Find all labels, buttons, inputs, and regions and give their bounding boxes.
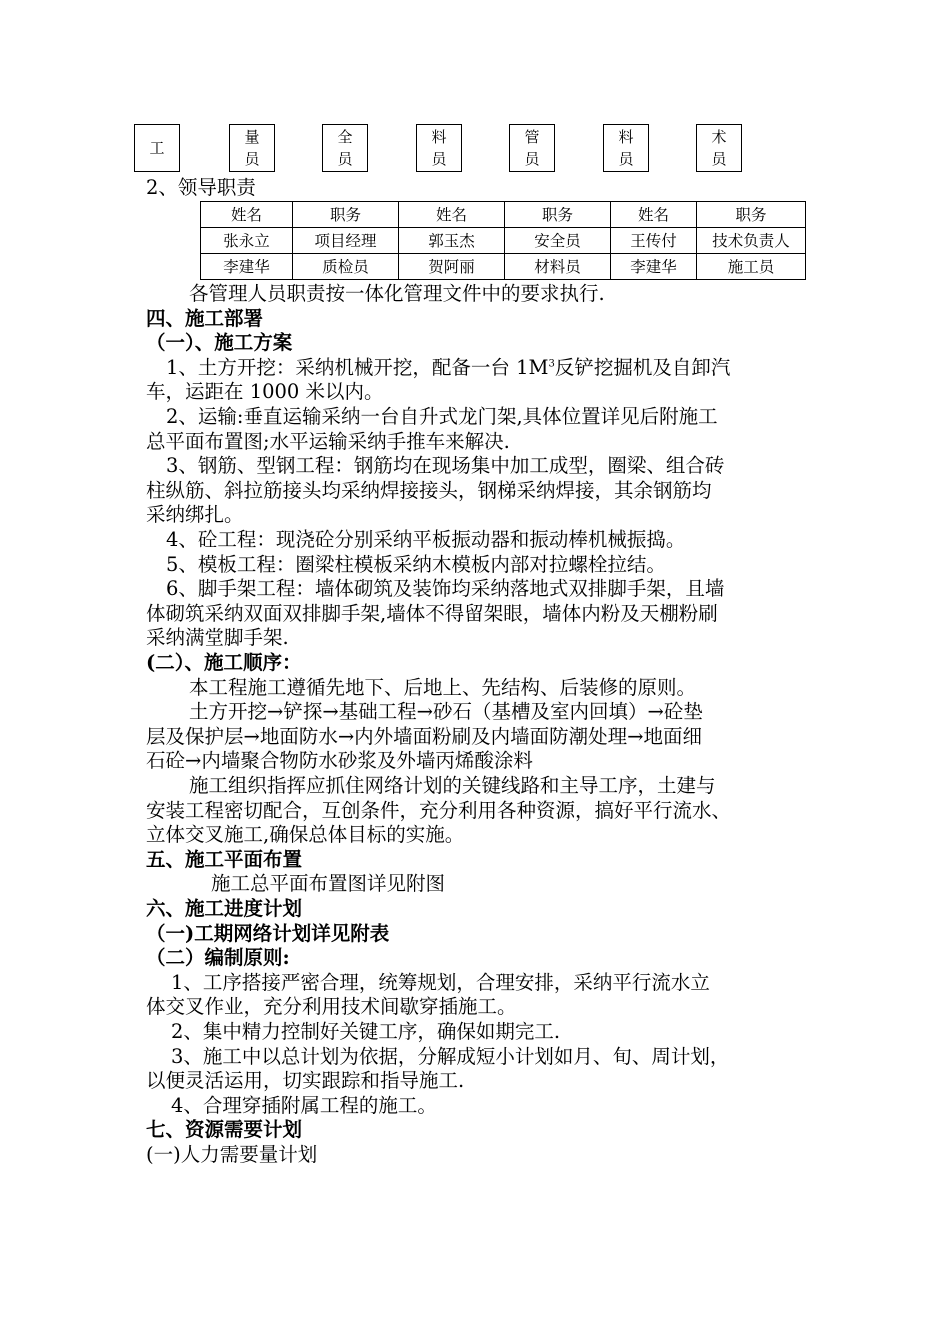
text-line [146,405,718,430]
text-line [146,1020,560,1045]
table-cell: 材料员 [505,254,611,280]
section-heading [146,651,301,676]
text-line-content: 层及保护层→地面防水→内外墙面粉刷及内墙面防潮处理→地面细 [146,724,703,748]
text-line [146,1094,437,1119]
section-heading [146,922,389,947]
table-cell: 技术负责人 [697,228,806,254]
text-line-content: 体交叉作业，充分利用技术间歇穿插施工。 [146,995,517,1019]
table-header-row [201,202,806,228]
table-cell: 王传付 [611,228,697,254]
text-line [146,799,731,824]
table-cell: 李建华 [611,254,697,280]
table-cell: 张永立 [201,228,293,254]
org-box [229,124,275,172]
org-box-text: 术 [711,128,727,146]
text-line-content: （一）、施工方案 [146,331,293,355]
text-line-content: 2、运输:垂直运输采纳一台自升式龙门架,具体位置详见后附施工 [166,405,718,428]
text-line [146,528,685,553]
text-line-content: （二）编制原则: [146,946,290,970]
org-box-text: 员 [244,150,260,168]
text-line [146,995,517,1020]
org-box-text: 料 [618,128,634,146]
section-heading [146,1118,302,1143]
text-line-content: 采纳满堂脚手架. [146,626,289,650]
text-line-content: 立体交叉施工,确保总体目标的实施。 [146,823,465,847]
section-heading [146,331,292,356]
table-cell: 姓名 [399,202,505,228]
table-cell: 职务 [697,202,806,228]
text-line-content: 施工组织指挥应抓住网络计划的关键线路和主导工序，土建与 [189,774,716,797]
table-cell: 姓名 [611,202,697,228]
table-cell: 职务 [293,202,399,228]
text-line-content: 七、资源需要计划 [146,1118,303,1142]
text-line [146,282,605,307]
text-line [146,479,712,504]
leader-table [200,201,806,280]
text-line [146,356,730,381]
text-line [146,626,289,651]
org-box-text: 员 [431,150,447,168]
org-box [696,124,742,172]
text-line-content: 柱纵筋、斜拉筋接头均采纳焊接接头，钢梯采纳焊接，其余钢筋均 [146,478,712,502]
text-line-content: (一)人力需要量计划 [146,1143,318,1166]
org-box-text: 量 [244,128,260,146]
text-line [146,1069,464,1094]
text-line [146,553,666,578]
text-line-content: 1、工序搭接严密合理，统筹规划，合理安排，采纳平行流水立 [171,970,710,994]
text-line-content: 六、施工进度计划 [146,897,303,920]
org-box-text: 管 [524,128,540,146]
text-line-content: 4、砼工程：现浇砼分别采纳平板振动器和振动棒机械振捣。 [166,528,686,551]
table-cell: 职务 [505,202,611,228]
text-line [146,700,703,725]
section-heading [146,848,302,873]
text-line-content: 石砼→内墙聚合物防水砂浆及外墙丙烯酸涂料 [146,749,533,773]
text-line-content: 总平面布置图;水平运输采纳手推车来解决. [146,429,510,453]
text-line [146,774,716,799]
leader-heading: 2、领导职责 [146,176,256,199]
table-cell: 李建华 [201,254,293,280]
org-box [603,124,649,172]
org-box-text: 员 [711,150,727,168]
text-line-tail: 反铲挖掘机及自卸汽 [554,355,731,379]
text-line-content: （一)工期网络计划详见附表 [146,921,390,945]
table-row [201,254,806,280]
text-line [146,725,702,750]
text-line [146,577,724,602]
table-cell: 质检员 [293,254,399,280]
text-line-content: 本工程施工遵循先地下、后地上、先结构、后装修的原则。 [189,675,697,699]
table-cell: 姓名 [201,202,293,228]
table-cell: 贺阿丽 [399,254,505,280]
text-line-content: 采纳绑扎。 [146,503,244,527]
org-box-text: 员 [337,150,353,168]
text-line [146,1143,317,1168]
text-line [146,430,510,455]
section-heading [146,307,263,332]
text-line-content: 安装工程密切配合，互创条件，充分利用各种资源，搞好平行流水、 [146,798,732,822]
text-line-content: 3、施工中以总计划为依据，分解成短小计划如月、旬、周计划， [171,1044,730,1068]
text-line-content: 施工总平面布置图详见附图 [211,872,446,896]
text-line [146,1045,729,1070]
text-line-content: 2、集中精力控制好关键工序，确保如期完工. [171,1020,561,1043]
text-line-content: 车，运距在 1000 米以内。 [146,380,384,404]
org-box [134,124,180,172]
text-line-content: 体砌筑采纳双面双排脚手架,墙体不得留架眼，墙体内粉及天棚粉刷 [146,601,718,625]
text-line-content: 3、钢筋、型钢工程：钢筋均在现场集中加工成型，圈梁、组合砖 [166,454,725,478]
table-cell: 项目经理 [293,228,399,254]
text-line-content: 5、模板工程：圈梁柱模板采纳木模板内部对拉螺栓拉结。 [166,552,666,576]
org-box [322,124,368,172]
org-box-text: 员 [618,150,634,168]
org-box [416,124,462,172]
text-line [146,454,724,479]
table-cell: 安全员 [505,228,611,254]
text-line [146,749,533,774]
text-line [146,602,718,627]
table-row [201,228,806,254]
text-line-content: 以便灵活运用，切实跟踪和指导施工. [146,1069,465,1093]
org-box-text: 料 [431,128,447,146]
text-line [146,823,464,848]
text-line-content: 各管理人员职责按一体化管理文件中的要求执行. [189,282,605,305]
text-line [146,503,244,528]
superscript: 3 [548,358,555,370]
section-heading [146,946,290,971]
table-cell: 郭玉杰 [399,228,505,254]
text-line [146,971,710,996]
text-line-content: 4、合理穿插附属工程的施工。 [171,1093,437,1117]
text-line [146,676,696,701]
org-box [509,124,555,172]
text-line [146,380,384,405]
org-box-text: 全 [337,128,353,146]
text-line-content: 1、土方开挖：采纳机械开挖，配备一台 1M [166,355,549,379]
section-heading [146,897,302,922]
org-box-text: 员 [524,150,540,168]
org-box-text: 工 [149,139,165,157]
text-line-content: (二）、施工顺序： [146,651,302,674]
text-line-content: 四、施工部署 [146,306,264,330]
text-line [146,872,445,897]
text-line-content: 6、脚手架工程：墙体砌筑及装饰均采纳落地式双排脚手架，且墙 [166,577,725,601]
text-line-content: 土方开挖→铲探→基础工程→砂石（基槽及室内回填）→砼垫 [189,700,703,724]
table-cell: 施工员 [697,254,806,280]
text-line-content: 五、施工平面布置 [146,847,303,871]
